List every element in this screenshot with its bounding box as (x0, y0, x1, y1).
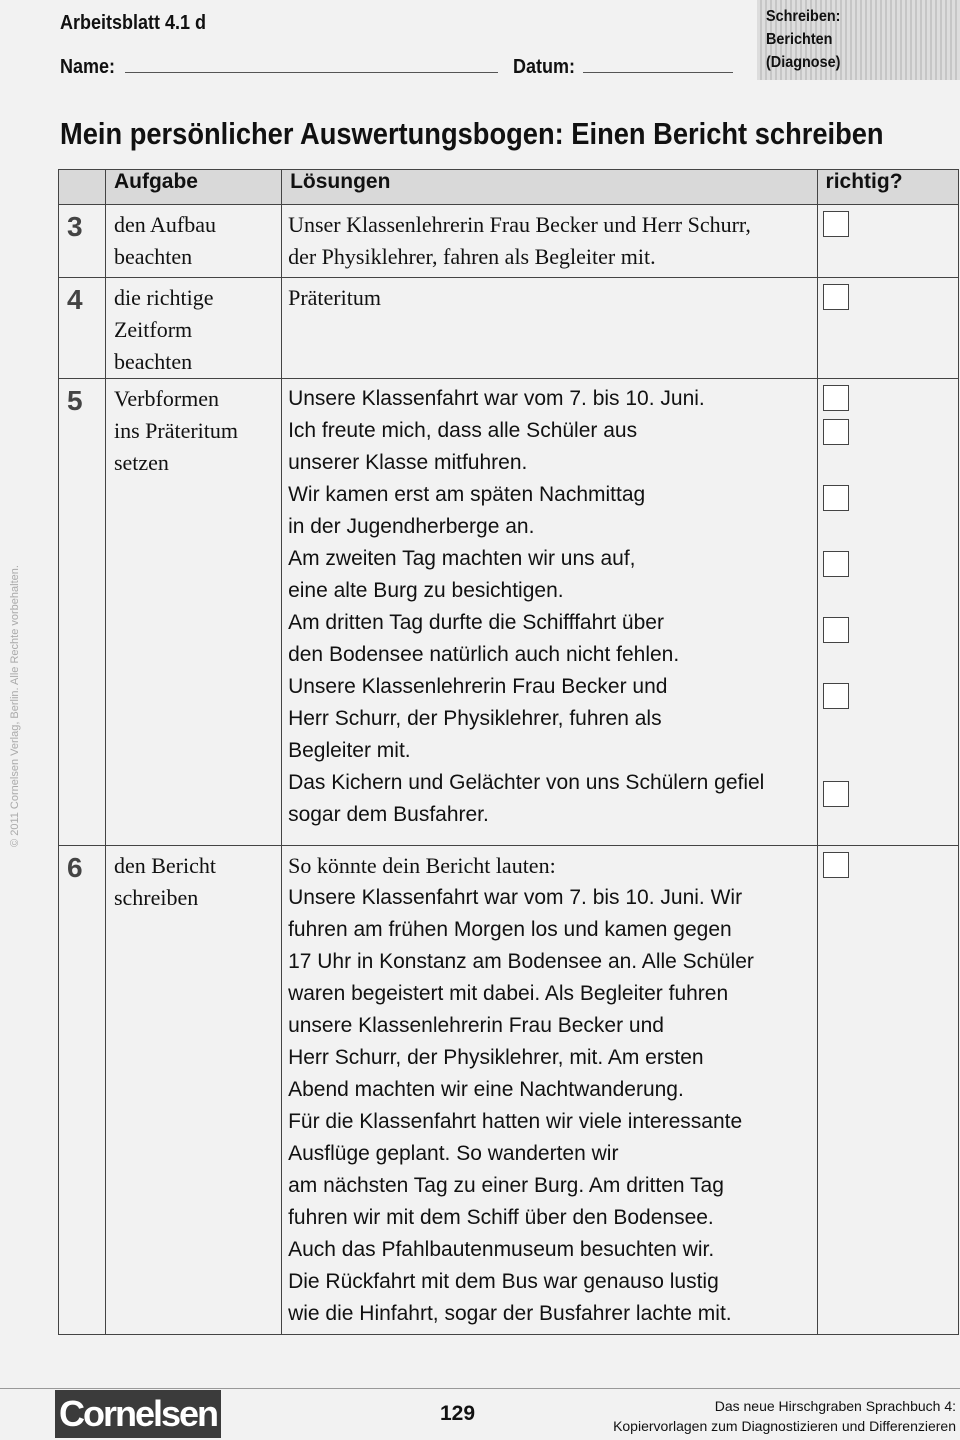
solution-intro: So könnte dein Bericht lauten: (288, 853, 556, 878)
solution-cell (282, 205, 817, 278)
page-number: 129 (440, 1402, 476, 1425)
solution-line: Herr Schurr, der Physiklehrer, mit. Am ersten (288, 1046, 704, 1069)
publication-info (613, 1396, 956, 1436)
solution-line: Begleiter mit. (288, 739, 411, 762)
correct-checkbox[interactable] (823, 211, 849, 237)
table-row (59, 846, 959, 1335)
correct-checkbox[interactable] (823, 617, 849, 643)
solution-cell (282, 379, 817, 846)
table-row (59, 379, 959, 846)
task-cell (105, 278, 281, 379)
date-label: Datum: (513, 56, 576, 78)
correct-checkbox[interactable] (823, 551, 849, 577)
badge-line: (Diagnose) (766, 54, 841, 71)
solution-line: Unsere Klassenlehrerin Frau Becker und (288, 675, 668, 698)
solution-line: eine alte Burg zu besichtigen. (288, 579, 564, 602)
solution-line: unsere Klassenlehrerin Frau Becker und (288, 1014, 664, 1037)
solution-line: wie die Hinfahrt, sogar der Busfahrer lachte mit. (288, 1302, 732, 1325)
solution-line: Ich freute mich, dass alle Schüler aus (288, 419, 638, 442)
task-number: 3 (59, 205, 106, 278)
solution-cell (282, 846, 817, 1335)
solution-line: der Physiklehrer, fahren als Begleiter mit. (288, 244, 656, 269)
badge-line: Berichten (766, 31, 833, 48)
header-solutions: Lösungen (282, 170, 817, 205)
task-number: 5 (59, 379, 106, 846)
solution-line: Am dritten Tag durfte die Schifffahrt über (288, 611, 664, 634)
publication-line: Das neue Hirschgraben Sprachbuch 4: (714, 1398, 956, 1414)
solution-line: sogar dem Busfahrer. (288, 803, 489, 826)
task-line: den Bericht (113, 853, 216, 878)
correct-checkbox[interactable] (823, 683, 849, 709)
correct-cell (817, 278, 958, 379)
task-line: Zeitform (113, 317, 193, 342)
copyright-note: © 2011 Cornelsen Verlag, Berlin. Alle Rechte vorbehalten. (9, 565, 21, 847)
solution-line: Wir kamen erst am späten Nachmittag (288, 483, 646, 506)
solution-line: Herr Schurr, der Physiklehrer, fuhren als (288, 707, 662, 730)
correct-checkbox[interactable] (823, 781, 849, 807)
page-title: Mein persönlicher Auswertungsbogen: Einen Bericht schreiben (60, 116, 884, 151)
correct-cell (817, 379, 958, 846)
publication-line: Kopiervorlagen zum Diagnostizieren und Differenzieren (613, 1418, 956, 1434)
badge-line: Schreiben: (766, 8, 841, 25)
solution-line: 17 Uhr in Konstanz am Bodensee an. Alle Schüler (288, 950, 754, 973)
header-num (59, 170, 106, 205)
correct-checkbox[interactable] (823, 419, 849, 445)
task-cell (105, 379, 281, 846)
solution-line: in der Jugendherberge an. (288, 515, 535, 538)
correct-checkbox[interactable] (823, 284, 849, 310)
publisher-logo: Cornelsen (55, 1390, 221, 1438)
solution-line: Am zweiten Tag machten wir uns auf, (288, 547, 636, 570)
solution-line: waren begeistert mit dabei. Als Begleiter fuhren (288, 982, 729, 1005)
task-line: setzen (113, 450, 169, 475)
evaluation-table (58, 169, 959, 1335)
task-line: die richtige (113, 285, 214, 310)
footer-divider (0, 1388, 960, 1389)
correct-checkbox[interactable] (823, 852, 849, 878)
solution-line: den Bodensee natürlich auch nicht fehlen. (288, 643, 680, 666)
solution-line: Abend machten wir eine Nachtwanderung. (288, 1078, 684, 1101)
task-line: beachten (113, 349, 193, 374)
solution-line: Ausflüge geplant. So wanderten wir (288, 1142, 619, 1165)
solution-line: Unsere Klassenfahrt war vom 7. bis 10. Juni. (288, 387, 705, 410)
correct-checkbox[interactable] (823, 485, 849, 511)
task-cell (105, 846, 281, 1335)
worksheet-number: Arbeitsblatt 4.1 d (60, 12, 207, 34)
solution-cell (282, 278, 817, 379)
solution-line: Unser Klassenlehrerin Frau Becker und Herr Schurr, (288, 212, 751, 237)
table-row (59, 205, 959, 278)
solution-line: unserer Klasse mitfuhren. (288, 451, 528, 474)
solution-line: fuhren wir mit dem Schiff über den Bodensee. (288, 1206, 714, 1229)
name-field[interactable] (125, 72, 498, 73)
task-number: 6 (59, 846, 106, 1335)
solution-line: Das Kichern und Gelächter von uns Schülern gefiel (288, 771, 765, 794)
task-number: 4 (59, 278, 106, 379)
header-correct: richtig? (817, 170, 958, 205)
name-label: Name: (60, 56, 116, 78)
task-line: ins Präteritum (113, 418, 238, 443)
solution-line: fuhren am frühen Morgen los und kamen gegen (288, 918, 732, 941)
solution-line: Präteritum (288, 285, 381, 310)
task-line: den Aufbau (113, 212, 216, 237)
header-task: Aufgabe (105, 170, 281, 205)
topic-badge (757, 0, 960, 80)
solution-line: Auch das Pfahlbautenmuseum besuchten wir. (288, 1238, 715, 1261)
solution-line: Unsere Klassenfahrt war vom 7. bis 10. Juni. Wir (288, 886, 743, 909)
task-line: beachten (113, 244, 193, 269)
correct-checkbox[interactable] (823, 385, 849, 411)
solution-line: Die Rückfahrt mit dem Bus war genauso lustig (288, 1270, 719, 1293)
solution-line: Für die Klassenfahrt hatten wir viele interessante (288, 1110, 743, 1133)
task-line: Verbformen (113, 386, 220, 411)
correct-cell (817, 846, 958, 1335)
task-line: schreiben (113, 885, 199, 910)
date-field[interactable] (583, 72, 733, 73)
solution-line: am nächsten Tag zu einer Burg. Am dritten Tag (288, 1174, 724, 1197)
correct-cell (817, 205, 958, 278)
table-row (59, 278, 959, 379)
task-cell (105, 205, 281, 278)
